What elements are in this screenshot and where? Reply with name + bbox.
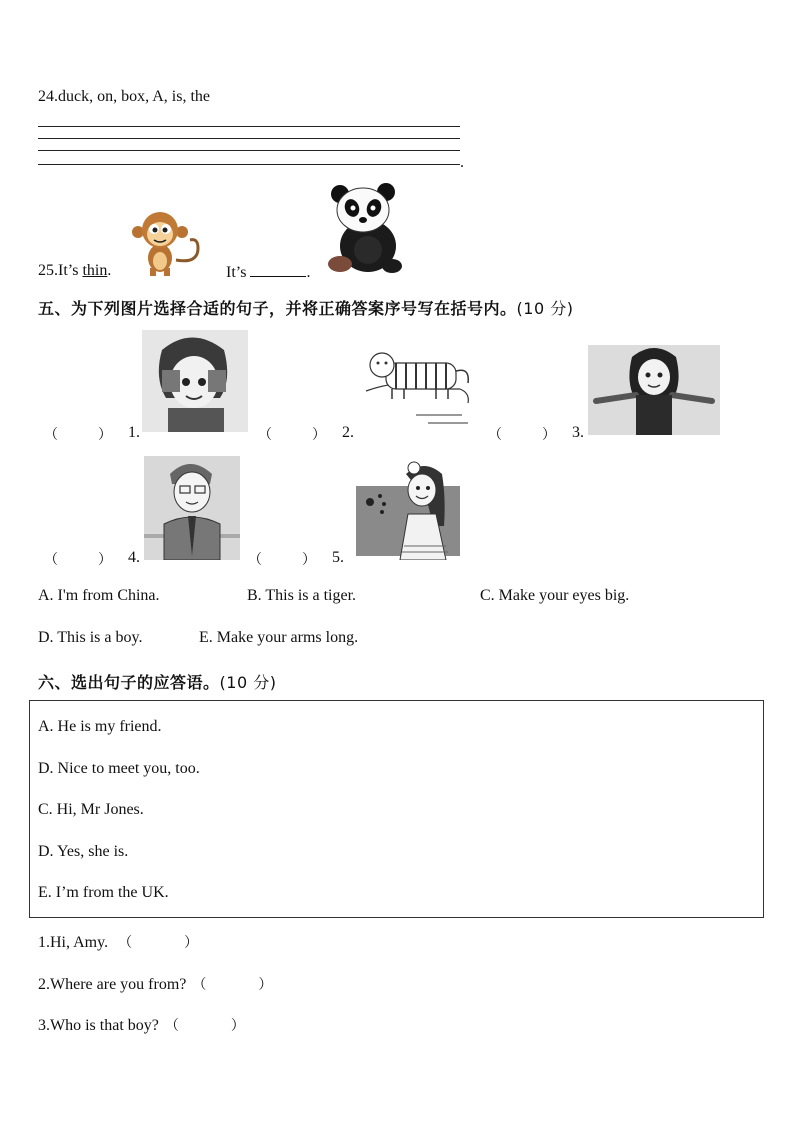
paren-close: ） bbox=[98, 552, 112, 568]
option-d: D. This is a boy. bbox=[38, 629, 143, 646]
answer-line-4[interactable] bbox=[38, 164, 460, 165]
q24-words: 24.duck, on, box, A, is, the bbox=[38, 88, 210, 105]
q25-second-prefix: It’s bbox=[226, 264, 251, 281]
panda-picture bbox=[326, 180, 406, 276]
paren-close: ） bbox=[98, 427, 112, 443]
section5-title bbox=[38, 296, 573, 319]
answer-line-1[interactable] bbox=[38, 126, 460, 127]
q25-second-dot: . bbox=[306, 264, 311, 281]
paren-open: （ bbox=[118, 935, 133, 951]
paren-open: （ bbox=[164, 1018, 179, 1034]
paren-close: ） bbox=[542, 427, 556, 443]
picture-number-5: 5. bbox=[332, 549, 344, 566]
q25-blank[interactable] bbox=[250, 262, 306, 277]
question-2-paren[interactable] bbox=[192, 977, 272, 993]
box-option-3: C. Hi, Mr Jones. bbox=[38, 801, 144, 818]
answer-line-3[interactable] bbox=[38, 150, 460, 151]
girl-flag-picture bbox=[356, 456, 460, 560]
q25-dot: . bbox=[107, 262, 112, 279]
girl-arms-picture bbox=[588, 345, 720, 435]
q24-end-dot: . bbox=[460, 154, 464, 171]
section6-title bbox=[38, 670, 276, 693]
tiger-picture bbox=[356, 345, 474, 433]
option-c: C. Make your eyes big. bbox=[480, 587, 630, 604]
paren-open: （ bbox=[192, 977, 207, 993]
answer-paren-2[interactable] bbox=[258, 424, 326, 444]
answer-paren-4[interactable] bbox=[44, 549, 112, 569]
girl-eyes-picture bbox=[142, 330, 248, 432]
option-a: A. I'm from China. bbox=[38, 587, 160, 604]
box-option-5: E. I’m from the UK. bbox=[38, 884, 169, 901]
question-3 bbox=[38, 1015, 245, 1035]
q25-sentence bbox=[38, 262, 111, 280]
monkey-picture bbox=[130, 210, 206, 278]
section5-score: (10 分) bbox=[516, 299, 574, 318]
picture-number-2: 2. bbox=[342, 424, 354, 441]
answer-line-2[interactable] bbox=[38, 138, 460, 139]
paren-close: ） bbox=[312, 427, 326, 443]
paren-open: （ bbox=[248, 552, 262, 568]
paren-open: （ bbox=[258, 427, 272, 443]
question-2 bbox=[38, 974, 272, 994]
question-1-paren[interactable] bbox=[118, 935, 198, 951]
question-3-text: 3.Who is that boy? bbox=[38, 1017, 159, 1034]
paren-open: （ bbox=[488, 427, 502, 443]
question-1-text: 1.Hi, Amy. bbox=[38, 934, 109, 951]
section6-score: (10 分) bbox=[219, 673, 277, 692]
option-b: B. This is a tiger. bbox=[247, 587, 357, 604]
picture-number-1: 1. bbox=[128, 424, 140, 441]
paren-open: （ bbox=[44, 552, 58, 568]
section5-title-text: 五、为下列图片选择合适的句子，并将正确答案序号写在括号内。 bbox=[38, 299, 517, 318]
question-1 bbox=[38, 932, 198, 952]
answer-paren-5[interactable] bbox=[248, 549, 316, 569]
question-2-text: 2.Where are you from? bbox=[38, 976, 187, 993]
paren-open: （ bbox=[44, 427, 58, 443]
answer-paren-3[interactable] bbox=[488, 424, 556, 444]
option-e: E. Make your arms long. bbox=[199, 629, 359, 646]
paren-close: ） bbox=[302, 552, 316, 568]
q25-answer-thin: thin bbox=[82, 262, 108, 279]
box-option-4: D. Yes, she is. bbox=[38, 843, 129, 860]
picture-number-3: 3. bbox=[572, 424, 584, 441]
q25-prefix: 25.It’s bbox=[38, 262, 83, 279]
picture-number-4: 4. bbox=[128, 549, 140, 566]
question-3-paren[interactable] bbox=[165, 1018, 245, 1034]
answer-paren-1[interactable] bbox=[44, 424, 112, 444]
section6-title-text: 六、选出句子的应答语。 bbox=[38, 673, 220, 692]
paren-close: ） bbox=[184, 935, 199, 951]
boy-picture bbox=[144, 456, 240, 560]
box-option-2: D. Nice to meet you, too. bbox=[38, 760, 200, 777]
box-option-1: A. He is my friend. bbox=[38, 718, 162, 735]
paren-close: ） bbox=[258, 977, 273, 993]
q25-second-sentence bbox=[226, 262, 310, 282]
paren-close: ） bbox=[230, 1018, 245, 1034]
